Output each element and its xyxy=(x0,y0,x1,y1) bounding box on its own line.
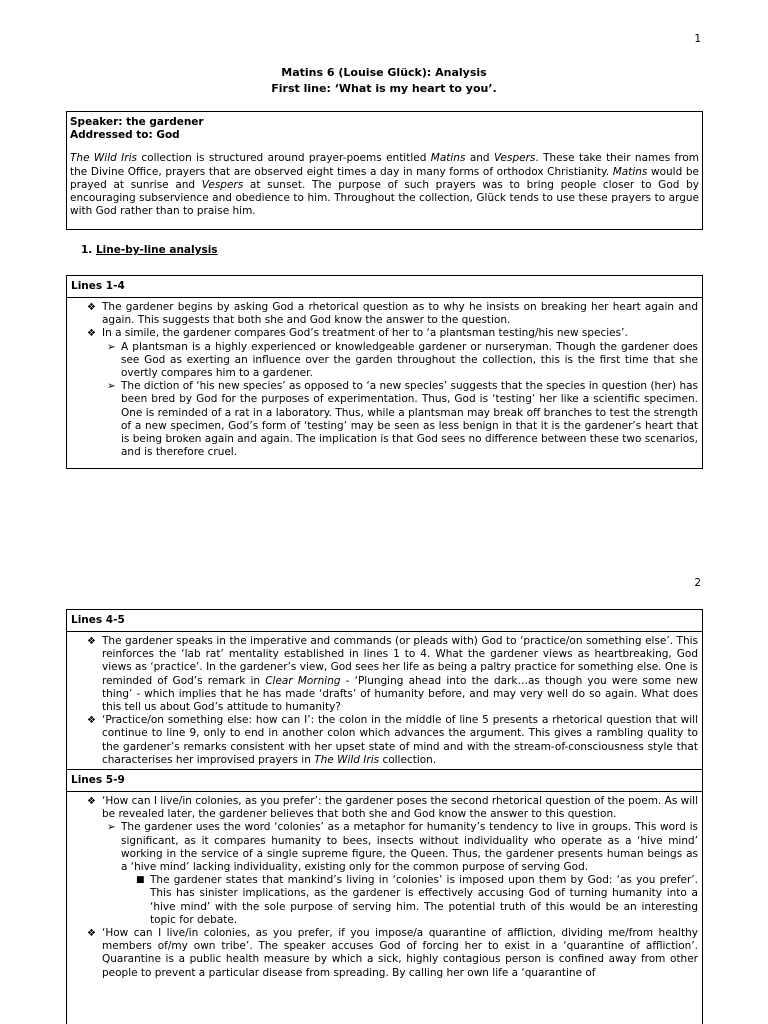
square-bullet-icon: ■ xyxy=(136,875,145,886)
intro-paragraph: The Wild Iris collection is structured around prayer-poems entitled Matins and Vespers. These take their names from the Divine Office, prayers that are observed eight times a day in many forms of orthodox Christianity. Matins would be prayed at sunrise and Vespers at sunset. The purpose of such prayers was to bring people closer to God by encouraging subservience and obedience to him. Throughout the collection, Glück tends to use these prayers to argue with God rather than to praise him. xyxy=(70,152,699,218)
section-heading xyxy=(81,244,218,257)
addressed-label: Addressed to: God xyxy=(70,129,180,142)
sub-list-item: ➢ A plantsman is a highly experienced or knowledgeable gardener or nurseryman. Though the gardener does see God as exerting an influence over the garden throughout the collection, this is the first time that she overtly compares him to a gardener. xyxy=(107,340,698,380)
section-title: Line-by-line analysis xyxy=(95,244,218,256)
box-heading: Lines 1-4 xyxy=(67,276,702,298)
list-item: ❖ ‘How can I live/in colonies, as you prefer’: the gardener poses the second rhetorical question of the poem. As will be revealed later, the gardener believes that both she and God know the answer to this question. ➢ The gardener uses the word ‘colonies’ as a metaphor for humanity’s tendency to live in groups. This word is significant, as it compares humanity to bees, insects without individuality who operate as a ‘hive mind’ working in the service of a single supreme figure, the Queen. Thus, the gardener presents human beings as a ‘hive mind’ lacking individuality, existing only for the common purpose of serving God. ■ The gardener states that mankind’s living in ‘colonies’ is imposed upon them by God: ‘as you prefer’. This has sinister implications, as the gardener is effectively accusing God of turning humanity into a ‘hive mind’ with the sole purpose of serving him. The potential truth of this would be an interesting topic for debate. xyxy=(87,795,698,926)
diamond-bullet-icon: ❖ xyxy=(87,636,96,647)
diamond-bullet-icon: ❖ xyxy=(87,796,96,808)
sub-list-item: ➢ The diction of ‘his new species’ as opposed to ‘a new species’ suggests that the species in question (her) has been bred by God for the purposes of experimentation. Thus, God is ‘testing’ her like a scientific specimen. One is reminded of a rat in a laboratory. Thus, while a plantsman may break off branches to test the strength of a new specimen, God’s form of ‘testing’ may be seen as less benign in that it is the gardener’s heart that is being broken again and again. The implication is that God sees no difference between these two scenarios, and is therefore cruel. xyxy=(107,380,698,459)
page-subtitle: First line: ‘What is my heart to you’. xyxy=(271,82,497,95)
page-title: Matins 6 (Louise Glück): Analysis xyxy=(281,66,487,79)
list-item: ❖ The gardener begins by asking God a rhetorical question as to why he insists on breaking her heart again and again. This suggests that both she and God know the answer to the question. xyxy=(87,301,698,327)
page-number: 2 xyxy=(694,577,701,589)
lines-4-9-box xyxy=(66,609,703,1024)
diamond-bullet-icon: ❖ xyxy=(87,715,96,727)
arrow-bullet-icon: ➢ xyxy=(107,340,116,353)
arrow-bullet-icon: ➢ xyxy=(107,821,116,834)
list-item: ❖ ‘Practice/on something else: how can I’: the colon in the middle of line 5 presents a rhetorical question that will continue to line 9, only to end in another colon which advances the argument. This gives a rambling quality to the gardener’s remarks consistent with her upset state of mind and with the stream-of-consciousness style that characterises her improvised prayers in The Wild Iris collection. xyxy=(87,714,698,766)
diamond-bullet-icon: ❖ xyxy=(87,302,96,313)
speaker-label: Speaker: the gardener xyxy=(70,116,204,128)
list-item: ❖ ‘How can I live/in colonies, as you prefer, if you impose/a quarantine of affliction, dividing me/from healthy members of/my own tribe’. The speaker accuses God of forcing her to exist in a ‘quarantine of affliction’. Quarantine is a public health measure by which a sick, highly contagious person is confined away from other people to prevent a particular disease from spreading. By calling her own life a ‘quarantine of xyxy=(87,927,698,979)
section-number: 1. xyxy=(81,244,93,256)
page-title-block xyxy=(0,65,768,97)
diamond-bullet-icon: ❖ xyxy=(87,928,96,940)
box-heading: Lines 5-9 xyxy=(67,769,702,792)
sub-sub-list-item: ■ The gardener states that mankind’s living in ‘colonies’ is imposed upon them by God: ‘as you prefer’. This has sinister implications, as the gardener is effectively accusing God of turning humanity into a ‘hive mind’ with the sole purpose of serving him. The potential truth of this would be an interesting topic for debate. xyxy=(136,874,698,926)
arrow-bullet-icon: ➢ xyxy=(107,380,116,393)
lines-1-4-box xyxy=(66,275,703,469)
sub-list-item: ➢ The gardener uses the word ‘colonies’ as a metaphor for humanity’s tendency to live in groups. This word is significant, as it compares humanity to bees, insects without individuality who operate as a ‘hive mind’ working in the service of a single supreme figure, the Queen. Thus, the gardener presents human beings as a ‘hive mind’ lacking individuality, existing only for the common purpose of serving God. ■ The gardener states that mankind’s living in ‘colonies’ is imposed upon them by God: ‘as you prefer’. This has sinister implications, as the gardener is effectively accusing God of turning humanity into a ‘hive mind’ with the sole purpose of serving him. The potential truth of this would be an interesting topic for debate. xyxy=(107,821,698,926)
list-item: ❖ In a simile, the gardener compares God’s treatment of her to ‘a plantsman testing/his new species’. ➢ A plantsman is a highly experienced or knowledgeable gardener or nurseryman. Though the gardener does see God as exerting an influence over the garden throughout the collection, this is the first time that she overtly compares him to a gardener. ➢ The diction of ‘his new species’ as opposed to ‘a new species’ suggests that the species in question (her) has been bred by God for the purposes of experimentation. Thus, God is ‘testing’ her like a scientific specimen. One is reminded of a rat in a laboratory. Thus, while a plantsman may break off branches to test the strength of a new specimen, God’s form of ‘testing’ may be seen as less benign in that it is the gardener’s heart that is being broken again and again. The implication is that God sees no difference between these two scenarios, and is therefore cruel. xyxy=(87,327,698,459)
intro-box xyxy=(66,111,703,230)
diamond-bullet-icon: ❖ xyxy=(87,328,96,340)
list-item: ❖ The gardener speaks in the imperative and commands (or pleads with) God to ‘practice/on something else’. This reinforces the ‘lab rat’ mentality established in lines 1 to 4. What the gardener views as heartbreaking, God views as ‘practice’. In the gardener’s view, God sees her life as being a paltry practice for something else. One is reminded of God’s remark in Clear Morning - ‘Plunging ahead into the dark…as though you were some new thing’ - which implies that he has made ‘drafts’ of humanity before, and may very well do so again. What does this tell us about God’s attitude to humanity? xyxy=(87,635,698,714)
box-heading: Lines 4-5 xyxy=(67,610,702,632)
page-number: 1 xyxy=(694,33,701,45)
